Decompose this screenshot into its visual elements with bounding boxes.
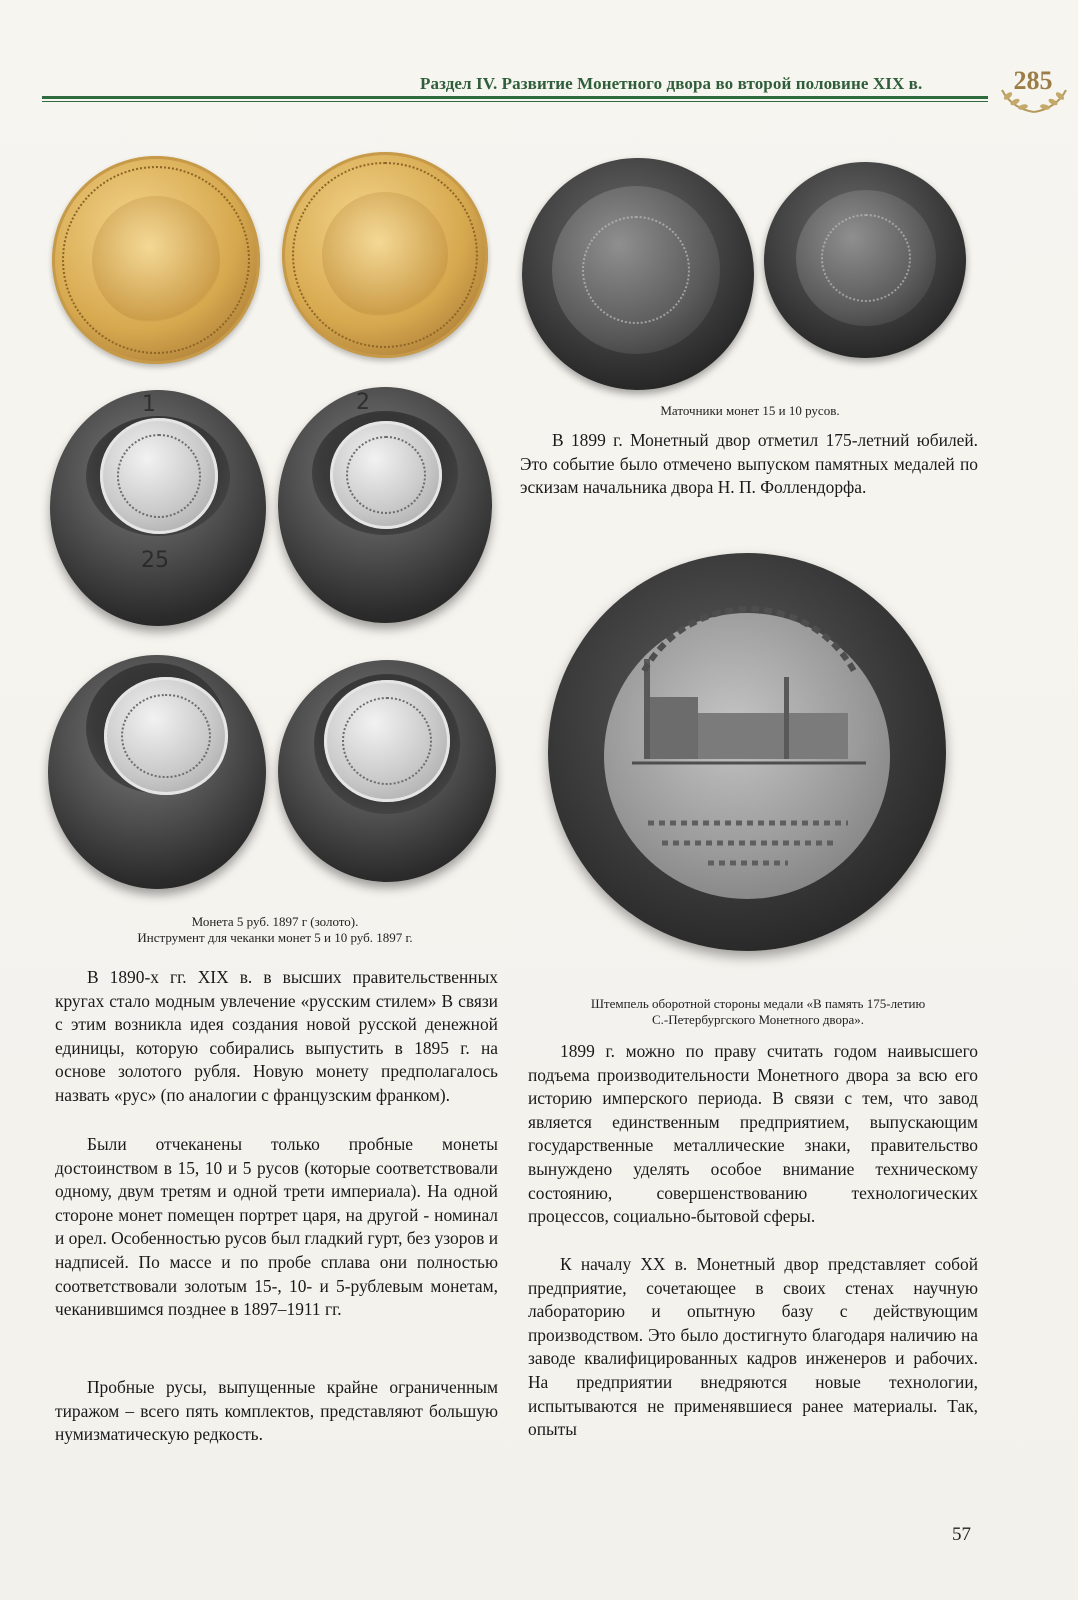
header-rule-thin (42, 101, 988, 102)
coin-die-1 (50, 390, 266, 626)
page-number-top: 285 (1013, 66, 1053, 95)
section-header: Раздел IV. Развитие Монетного двора во второй половине XIX в. (420, 74, 923, 93)
laurel-icon (998, 86, 1070, 116)
caption-coin-line2: Инструмент для чеканки монет 5 и 10 руб. 1897 г. (137, 930, 413, 945)
matochnik-15-rus (522, 158, 754, 390)
caption-matochniki: Маточники монет 15 и 10 русов. (660, 403, 840, 418)
right-paragraph-3: К началу XX в. Монетный двор представляет собой предприятие, сочетающее в своих стенах научную лабораторию и опытную базу с действующим производством. Это было достигнуто благодаря наличию на заводе квалифицированных кадров инженеров и рабочих. На предприятии внедряются новые технологии, испытываются не применявшиеся ранее материалы. Так, опыты (528, 1254, 978, 1440)
caption-medal-line2: С.-Петербургского Монетного двора». (651, 1012, 865, 1027)
gold-coin-obverse (52, 156, 260, 364)
die-mark-25: 25 (141, 548, 169, 573)
coin-die-4 (278, 660, 496, 882)
die-mark-2: 2 (356, 390, 370, 415)
die-mark-1: 1 (142, 392, 156, 417)
caption-medal-line1: Штемпель оборотной стороны медали «В память 175-летию (590, 996, 926, 1011)
page-number-bottom: 57 (952, 1524, 971, 1545)
matochnik-10-rus (764, 162, 966, 358)
page-number-badge (990, 64, 1076, 120)
coin-die-2 (278, 387, 492, 623)
caption-coin-line1: Монета 5 руб. 1897 г (золото). (191, 914, 359, 929)
left-paragraph-2: Были отчеканены только пробные монеты достоинством в 15, 10 и 5 русов (которые соответствовали одному, двум третям и одной трети империала). На одной стороне монет помещен портрет царя, на другой - номинал и орел. Особенностью русов был гладкий гурт, без узоров и надписей. По массе и по пробе сплава они полностью соответствовали золотым 15-, 10- и 5-рублевым монетам, чеканившимся позднее в 1897–1911 гг. (55, 1134, 498, 1320)
gold-coin-reverse (282, 152, 488, 358)
medal-die (548, 553, 946, 951)
header-rule (42, 96, 988, 99)
right-paragraph-1: В 1899 г. Монетный двор отметил 175-летний юбилей. Это событие было отмечено выпуском памятных медалей по эскизам начальника двора Н. П. Фоллендорфа. (520, 430, 978, 498)
right-paragraph-2: 1899 г. можно по праву считать годом наивысшего подъема производительности Монетного двора за всю его историю имперского периода. В связи с тем, что завод является единственным предприятием, выпускающим государственные металлические знаки, правительство вынуждено уделять особое внимание техническому состоянию, совершенствованию технологических процессов, социально-бытовой сферы. (528, 1041, 978, 1227)
coin-die-3 (48, 655, 266, 889)
left-paragraph-1: В 1890-х гг. XIX в. в высших правительственных кругах стало модным увлечение «русским стилем» В связи с этим возникла идея создания новой русской денежной единицы, которую собирались выпустить в 1895 г. на основе золотого рубля. Новую монету предполагалось назвать «рус» (по аналогии с французским франком). (55, 967, 498, 1105)
factory-relief-icon (548, 553, 946, 951)
left-paragraph-3: Пробные русы, выпущенные крайне ограниченным тиражом – всего пять комплектов, представляют большую нумизматическую редкость. (55, 1377, 498, 1445)
